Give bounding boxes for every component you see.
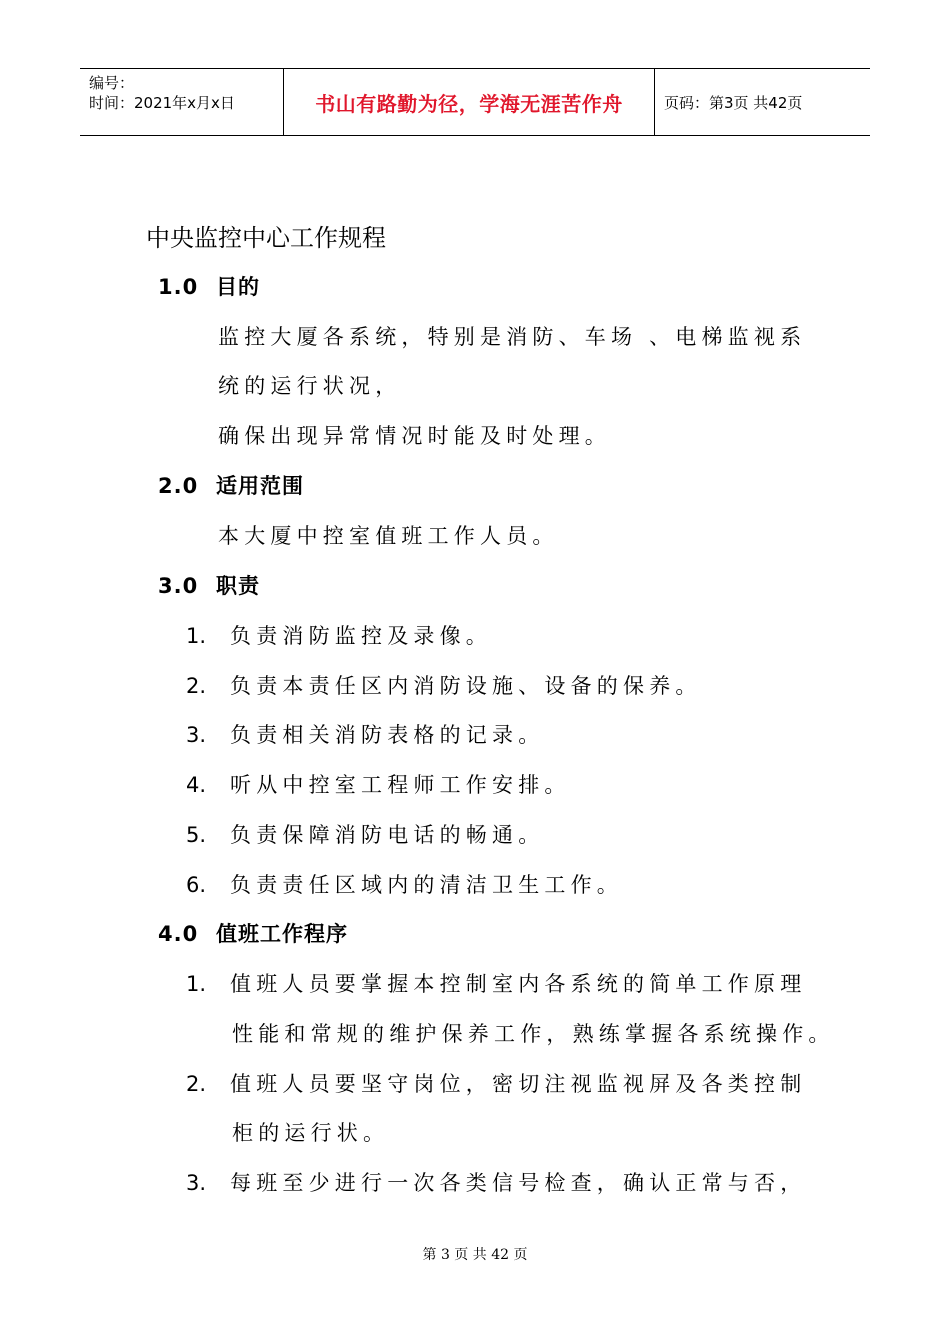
list-text: 值班人员要坚守岗位，密切注视监视屏及各类控制	[230, 1072, 807, 1096]
number-label: 编号：	[89, 74, 135, 92]
list-text: 值班人员要掌握本控制室内各系统的简单工作原理	[230, 972, 807, 996]
list-number: 1.	[186, 624, 207, 648]
section-number: 4.0	[158, 922, 199, 946]
list-number: 4.	[186, 773, 207, 797]
purpose-line: 确保出现异常情况时能及时处理。	[218, 424, 611, 448]
section-number: 1.0	[158, 275, 199, 299]
section-title: 目的	[216, 275, 260, 299]
section-heading-duties	[158, 570, 260, 600]
section-heading-scope	[158, 470, 304, 500]
time-label: 时间：2021年x月x日	[89, 94, 235, 112]
procedure-item	[186, 1068, 806, 1098]
section-heading-purpose	[158, 271, 260, 301]
scope-line: 本大厦中控室值班工作人员。	[218, 524, 559, 548]
procedure-continuation: 柜的运行状。	[232, 1121, 390, 1145]
section-title: 职责	[216, 574, 260, 598]
list-text: 负责本责任区内消防设施、设备的保养。	[230, 674, 702, 698]
procedure-continuation: 性能和常规的维护保养工作，熟练掌握各系统操作。	[232, 1022, 835, 1046]
section-number: 3.0	[158, 574, 199, 598]
list-text: 负责责任区域内的清洁卫生工作。	[230, 873, 623, 897]
duty-item	[186, 869, 623, 899]
list-number: 2.	[186, 674, 207, 698]
document-title: 中央监控中心工作规程	[146, 224, 386, 252]
section-title: 值班工作程序	[216, 922, 348, 946]
list-number: 1.	[186, 972, 207, 996]
duty-item	[186, 670, 702, 700]
procedure-item	[186, 1167, 806, 1197]
purpose-line: 统的运行状况，	[218, 374, 402, 398]
list-text: 负责消防监控及录像。	[230, 624, 492, 648]
list-text: 负责相关消防表格的记录。	[230, 723, 545, 747]
section-title: 适用范围	[216, 474, 304, 498]
list-number: 5.	[186, 823, 207, 847]
list-number: 3.	[186, 723, 207, 747]
list-number: 6.	[186, 873, 207, 897]
section-number: 2.0	[158, 474, 199, 498]
duty-item	[186, 769, 571, 799]
duty-item	[186, 819, 544, 849]
list-number: 3.	[186, 1171, 207, 1195]
list-number: 2.	[186, 1072, 207, 1096]
procedure-item	[186, 968, 806, 998]
header-page-info: 页码：第3页 共42页	[664, 93, 803, 112]
header-meta	[80, 69, 283, 135]
page-footer: 第 3 页 共 42 页	[422, 1247, 528, 1263]
section-heading-procedures	[158, 918, 348, 948]
header-table	[80, 68, 870, 136]
list-text: 听从中控室工程师工作安排。	[230, 773, 571, 797]
list-text: 负责保障消防电话的畅通。	[230, 823, 545, 847]
purpose-line: 监控大厦各系统，特别是消防、车场 、电梯监视系	[218, 325, 807, 349]
header-motto: 书山有路勤为径，学海无涯苦作舟	[283, 69, 655, 135]
duty-item	[186, 620, 492, 650]
duty-item	[186, 719, 544, 749]
list-text: 每班至少进行一次各类信号检查，确认正常与否，	[230, 1171, 807, 1195]
